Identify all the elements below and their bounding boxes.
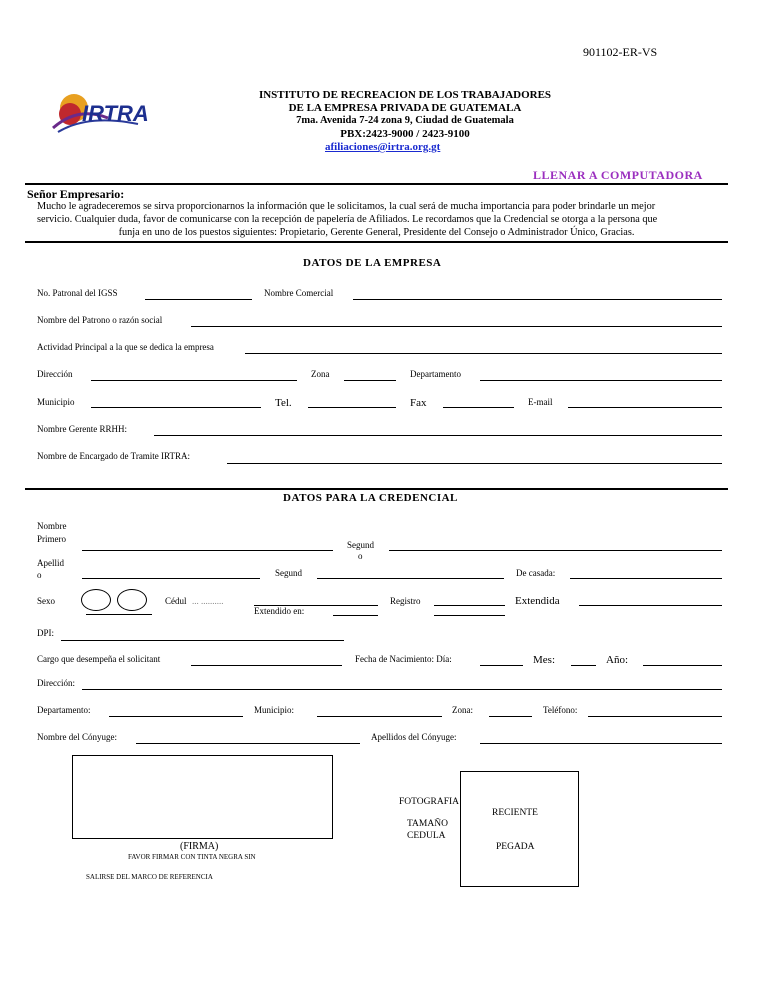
apellidos-conyuge-field[interactable] [480,743,722,744]
anio-field[interactable] [643,665,722,666]
header-line1: INSTITUTO DE RECREACION DE LOS TRABAJADORES [258,89,552,101]
actividad-field[interactable] [245,353,722,354]
header-phone: PBX:2423-9000 / 2423-9100 [340,128,470,140]
municipio-cred-field[interactable] [317,716,442,717]
sexo-underline [86,614,152,615]
cedula-photo-label: CEDULA [407,831,446,841]
header-line2: DE LA EMPRESA PRIVADA DE GUATEMALA [288,102,522,114]
zona-field[interactable] [344,380,396,381]
zona-cred-field[interactable] [489,716,532,717]
de-casada-field[interactable] [570,578,722,579]
extendido-en-label: Extendido en: [254,606,305,616]
patronal-field[interactable] [145,299,252,300]
intro-line3: funja en uno de los puestos siguientes: Propietario, Gerente General, Presidente del Consejo o Administrador Único, Gracias. [118,227,635,238]
intro-line1: Mucho le agradeceremos se sirva proporcionarnos la información que le solicitamos, la cual será de mucha importancia para poder brindarle un mejor [37,201,656,212]
sexo-option-1[interactable] [81,589,111,611]
extendida-field[interactable] [579,605,722,606]
dpi-label: DPI: [37,628,55,638]
form-code: 901102-ER-VS [583,45,658,59]
tamano-label: TAMAÑO [407,819,448,829]
firma-note-1: FAVOR FIRMAR CON TINTA NEGRA SIN [128,853,256,861]
direccion-cred-label: Dirección: [37,678,75,688]
conyuge-label: Nombre del Cónyuge: [37,732,117,742]
patronal-label: No. Patronal del IGSS [37,288,118,298]
mes-label: Mes: [533,654,555,666]
registro-field[interactable] [434,605,505,606]
reciente-label: RECIENTE [492,808,538,818]
sexo-option-2[interactable] [117,589,147,611]
gerente-field[interactable] [154,435,722,436]
cargo-field[interactable] [191,665,342,666]
primer-apellido-field[interactable] [82,578,260,579]
tel-label: Tel. [275,397,292,409]
segundo-apellido-field[interactable] [317,578,504,579]
divider-credencial [25,488,728,490]
header-email-link[interactable]: afiliaciones@irtra.org.gt [325,141,441,153]
apellido-label-2: o [37,570,42,580]
dpi-field[interactable] [61,640,344,641]
cedula-faded: ... .......... [192,596,224,606]
signature-box[interactable] [72,755,333,839]
firma-note-2: SALIRSE DEL MARCO DE REFERENCIA [86,873,213,881]
departamento-label: Departamento [410,369,461,379]
nombre-comercial-label: Nombre Comercial [264,288,334,298]
departamento-field[interactable] [480,380,722,381]
zona-label: Zona [311,369,330,379]
segundo-nombre-label: Segund [347,540,374,550]
nombre-comercial-field[interactable] [353,299,722,300]
divider-top [25,183,728,185]
photo-box[interactable] [460,771,579,887]
segundo-nombre-label-2: o [358,551,363,561]
razon-social-field[interactable] [191,326,722,327]
departamento-cred-label: Departamento: [37,705,91,715]
encargado-field[interactable] [227,463,722,464]
fecha-nacimiento-label: Fecha de Nacimiento: Día: [355,654,452,664]
firma-label: (FIRMA) [180,841,219,852]
direccion-label: Dirección [37,369,73,379]
telefono-cred-label: Teléfono: [543,705,578,715]
cedula-label: Cédul [165,596,187,606]
cargo-label: Cargo que desempeña el solicitant [37,654,161,664]
razon-social-label: Nombre del Patrono o razón social [37,315,163,325]
intro-title: Señor Empresario: [27,187,125,201]
fill-notice: LLENAR A COMPUTADORA [533,168,703,182]
primero-label: Primero [37,534,66,544]
direccion-cred-field[interactable] [82,689,722,690]
segundo-apellido-label: Segund [275,568,302,578]
email-label: E-mail [528,397,553,407]
zona-cred-label: Zona: [452,705,473,715]
registro-label: Registro [390,596,421,606]
pegada-label: PEGADA [496,842,535,852]
intro-line2: servicio. Cualquier duda, favor de comunicarse con la recepción de papelería de Afiliados. Le recordamos que la Credencial se otorga a la persona que [37,214,658,225]
primer-nombre-field[interactable] [82,550,333,551]
logo-text: IRTRA [82,101,149,126]
extendido-en-field[interactable] [333,615,378,616]
de-casada-label: De casada: [516,568,556,578]
apellido-label: Apellid [37,558,64,568]
departamento-cred-field[interactable] [109,716,243,717]
dia-field[interactable] [480,665,523,666]
irtra-logo [48,88,149,138]
header-address: 7ma. Avenida 7-24 zona 9, Ciudad de Guatemala [296,115,514,126]
direccion-field[interactable] [91,380,297,381]
segundo-nombre-field[interactable] [389,550,722,551]
tel-field[interactable] [308,407,396,408]
conyuge-field[interactable] [136,743,360,744]
fotografia-label: FOTOGRAFIA [399,797,460,807]
extendida-label: Extendida [515,595,560,607]
municipio-label: Municipio [37,397,75,407]
actividad-label: Actividad Principal a la que se dedica la empresa [37,342,214,352]
encargado-label: Nombre de Encargado de Tramite IRTRA: [37,451,191,461]
municipio-cred-label: Municipio: [254,705,294,715]
apellidos-conyuge-label: Apellidos del Cónyuge: [371,732,457,742]
divider-intro [25,241,728,243]
fax-label: Fax [410,397,427,409]
email-field[interactable] [568,407,722,408]
section-empresa-title: DATOS DE LA EMPRESA [303,257,442,269]
municipio-field[interactable] [91,407,261,408]
gerente-label: Nombre Gerente RRHH: [37,424,127,434]
nombre-label: Nombre [37,521,67,531]
registro-field-2[interactable] [434,615,505,616]
telefono-cred-field[interactable] [588,716,722,717]
anio-label: Año: [606,654,628,666]
mes-field[interactable] [571,665,596,666]
fax-field[interactable] [443,407,514,408]
section-credencial-title: DATOS PARA LA CREDENCIAL [283,492,458,504]
sexo-label: Sexo [37,596,55,606]
